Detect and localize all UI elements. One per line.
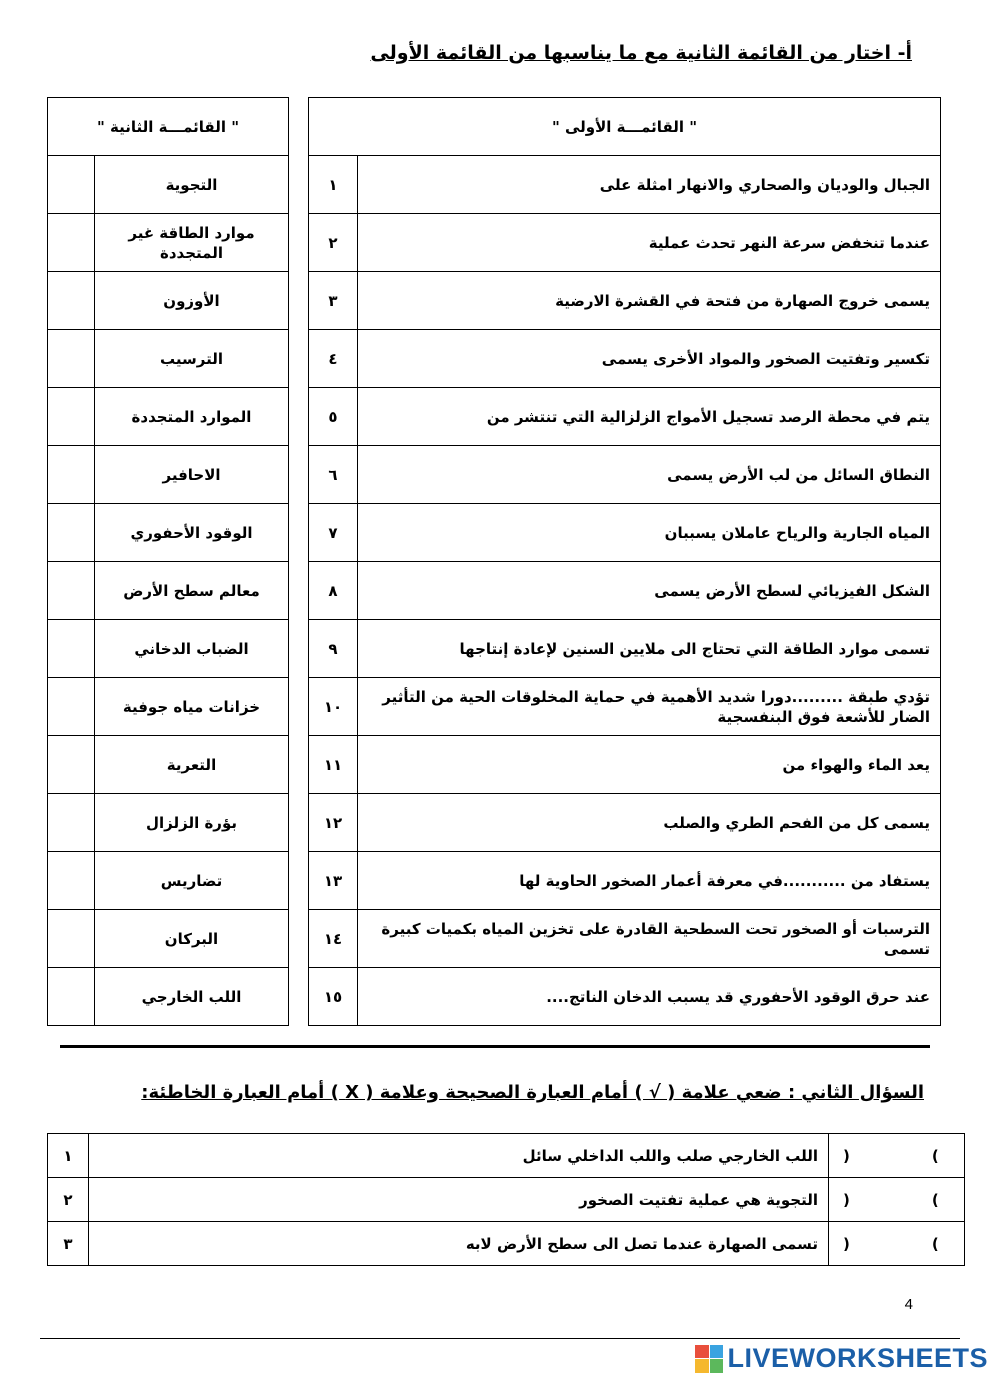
answer-input-cell[interactable] bbox=[48, 910, 95, 968]
answer-input-cell[interactable] bbox=[48, 330, 95, 388]
list-one-number: ١٤ bbox=[309, 910, 358, 968]
list-two-option: الاحافير bbox=[95, 446, 289, 504]
answer-mark-field[interactable] bbox=[829, 1134, 965, 1178]
list-two-row bbox=[48, 910, 289, 968]
list-one-statement: يسمى كل من الفحم الطري والصلب bbox=[358, 794, 941, 852]
answer-input-cell[interactable] bbox=[48, 968, 95, 1026]
statement-number: ٢ bbox=[48, 1178, 89, 1222]
list-one-statement: المياه الجارية والرياح عاملان يسببان bbox=[358, 504, 941, 562]
list-two-option: التجوية bbox=[95, 156, 289, 214]
true-false-row bbox=[48, 1178, 965, 1222]
list-one-row bbox=[309, 678, 941, 736]
answer-input-cell[interactable] bbox=[48, 446, 95, 504]
statement-text: اللب الخارجي صلب واللب الداخلي سائل bbox=[89, 1134, 829, 1178]
true-false-table bbox=[47, 1133, 965, 1266]
answer-input-cell[interactable] bbox=[48, 504, 95, 562]
section-divider bbox=[60, 1045, 930, 1048]
list-one-row bbox=[309, 794, 941, 852]
list-two-row bbox=[48, 214, 289, 272]
answer-input-cell[interactable] bbox=[48, 736, 95, 794]
answer-input-cell[interactable] bbox=[48, 852, 95, 910]
close-paren: ( bbox=[931, 1146, 939, 1165]
answer-mark-field[interactable] bbox=[829, 1222, 965, 1266]
close-paren: ( bbox=[931, 1190, 939, 1209]
list-one-number: ١٣ bbox=[309, 852, 358, 910]
statement-text: تسمى الصهارة عندما تصل الى سطح الأرض لابه bbox=[89, 1222, 829, 1266]
answer-input-cell[interactable] bbox=[48, 562, 95, 620]
list-one-table bbox=[308, 97, 941, 1026]
statement-number: ٣ bbox=[48, 1222, 89, 1266]
list-one-number: ٧ bbox=[309, 504, 358, 562]
answer-input-cell[interactable] bbox=[48, 678, 95, 736]
brand-name: LIVEWORKSHEETS bbox=[727, 1343, 988, 1373]
liveworksheets-logo-icon bbox=[695, 1345, 723, 1373]
list-one-row bbox=[309, 562, 941, 620]
list-two-option: خزانات مياه جوفية bbox=[95, 678, 289, 736]
answer-input-cell[interactable] bbox=[48, 156, 95, 214]
list-two-option: بؤرة الزلزال bbox=[95, 794, 289, 852]
list-one-number: ٣ bbox=[309, 272, 358, 330]
list-one-statement: الشكل الفيزيائي لسطح الأرض يسمى bbox=[358, 562, 941, 620]
section-a-title: أ- اختار من القائمة الثانية مع ما يناسبها من القائمة الأولى bbox=[370, 42, 912, 64]
list-one-row bbox=[309, 504, 941, 562]
list-two-option: الترسيب bbox=[95, 330, 289, 388]
list-one-number: ١ bbox=[309, 156, 358, 214]
list-one-statement: الجبال والوديان والصحاري والانهار امثلة على bbox=[358, 156, 941, 214]
list-two-option: التعرية bbox=[95, 736, 289, 794]
list-two-row bbox=[48, 736, 289, 794]
list-two-row bbox=[48, 504, 289, 562]
list-one-row bbox=[309, 330, 941, 388]
page-number: 4 bbox=[904, 1296, 913, 1313]
statement-text: التجوية هي عملية تفتيت الصخور bbox=[89, 1178, 829, 1222]
list-two-option: البركان bbox=[95, 910, 289, 968]
answer-input-cell[interactable] bbox=[48, 620, 95, 678]
list-one-number: ٦ bbox=[309, 446, 358, 504]
list-one-statement: عندما تنخفض سرعة النهر تحدث عملية bbox=[358, 214, 941, 272]
list-one-row bbox=[309, 388, 941, 446]
true-false-row bbox=[48, 1222, 965, 1266]
list-two-option: معالم سطح الأرض bbox=[95, 562, 289, 620]
list-two-row bbox=[48, 388, 289, 446]
list-two-option: الموارد المتجددة bbox=[95, 388, 289, 446]
list-one-row bbox=[309, 852, 941, 910]
list-one-number: ٥ bbox=[309, 388, 358, 446]
list-two-option: الأوزون bbox=[95, 272, 289, 330]
open-paren: ) bbox=[843, 1234, 850, 1253]
list-two-row bbox=[48, 446, 289, 504]
list-two-option: الوقود الأحفوري bbox=[95, 504, 289, 562]
list-one-number: ١٠ bbox=[309, 678, 358, 736]
list-one-row bbox=[309, 156, 941, 214]
answer-mark-field[interactable] bbox=[829, 1178, 965, 1222]
open-paren: ) bbox=[843, 1146, 850, 1165]
list-two-row bbox=[48, 794, 289, 852]
list-one-header: " القائمـــة الأولى " bbox=[309, 98, 941, 156]
list-two-row bbox=[48, 620, 289, 678]
list-one-statement: يتم في محطة الرصد تسجيل الأمواج الزلزالية التي تنتشر من bbox=[358, 388, 941, 446]
footer-divider bbox=[40, 1338, 960, 1339]
list-one-number: ١٢ bbox=[309, 794, 358, 852]
list-two-row bbox=[48, 852, 289, 910]
list-two-row bbox=[48, 156, 289, 214]
list-two-row bbox=[48, 330, 289, 388]
list-one-row bbox=[309, 736, 941, 794]
list-one-row bbox=[309, 446, 941, 504]
close-paren: ( bbox=[931, 1234, 939, 1253]
list-two-option: موارد الطاقة غير المتجددة bbox=[95, 214, 289, 272]
list-one-row bbox=[309, 272, 941, 330]
answer-input-cell[interactable] bbox=[48, 214, 95, 272]
list-two-row bbox=[48, 968, 289, 1026]
list-one-statement: عند حرق الوقود الأحفوري قد يسبب الدخان الناتج.... bbox=[358, 968, 941, 1026]
list-one-statement: تكسير وتفتيت الصخور والمواد الأخرى يسمى bbox=[358, 330, 941, 388]
list-one-row bbox=[309, 910, 941, 968]
list-one-row bbox=[309, 214, 941, 272]
list-one-statement: الترسبات أو الصخور تحت السطحية القادرة على تخزين المياه بكميات كبيرة تسمى bbox=[358, 910, 941, 968]
list-two-option: تضاريس bbox=[95, 852, 289, 910]
list-one-statement: تسمى موارد الطاقة التي تحتاج الى ملايين السنين لإعادة إنتاجها bbox=[358, 620, 941, 678]
list-one-statement: يسمى خروج الصهارة من فتحة في القشرة الارضية bbox=[358, 272, 941, 330]
list-one-statement: تؤدي طبقة .........دورا شديد الأهمية في حماية المخلوقات الحية من التأثير الضار للأشعة فوق البنفسجية bbox=[358, 678, 941, 736]
answer-input-cell[interactable] bbox=[48, 388, 95, 446]
list-two-option: الضباب الدخاني bbox=[95, 620, 289, 678]
answer-input-cell[interactable] bbox=[48, 272, 95, 330]
liveworksheets-logo bbox=[695, 1343, 988, 1374]
list-two-row bbox=[48, 562, 289, 620]
list-one-statement: النطاق السائل من لب الأرض يسمى bbox=[358, 446, 941, 504]
question-two-title: السؤال الثاني : ضعي علامة ( √ ) أمام العبارة الصحيحة وعلامة ( X ) أمام العبارة الخاطئة: bbox=[141, 1082, 924, 1103]
list-two-header: " القائمـــة الثانية " bbox=[48, 98, 289, 156]
open-paren: ) bbox=[843, 1190, 850, 1209]
list-one-number: ٢ bbox=[309, 214, 358, 272]
list-one-number: ٤ bbox=[309, 330, 358, 388]
statement-number: ١ bbox=[48, 1134, 89, 1178]
list-one-row bbox=[309, 620, 941, 678]
list-two-row bbox=[48, 678, 289, 736]
list-one-number: ١١ bbox=[309, 736, 358, 794]
list-one-number: ١٥ bbox=[309, 968, 358, 1026]
answer-input-cell[interactable] bbox=[48, 794, 95, 852]
true-false-row bbox=[48, 1134, 965, 1178]
list-two-row bbox=[48, 272, 289, 330]
list-two-table bbox=[47, 97, 289, 1026]
list-one-statement: يعد الماء والهواء من bbox=[358, 736, 941, 794]
list-one-number: ٩ bbox=[309, 620, 358, 678]
list-one-statement: يستفاد من ...........في معرفة أعمار الصخور الحاوية لها bbox=[358, 852, 941, 910]
list-one-number: ٨ bbox=[309, 562, 358, 620]
list-one-row bbox=[309, 968, 941, 1026]
list-two-option: اللب الخارجي bbox=[95, 968, 289, 1026]
